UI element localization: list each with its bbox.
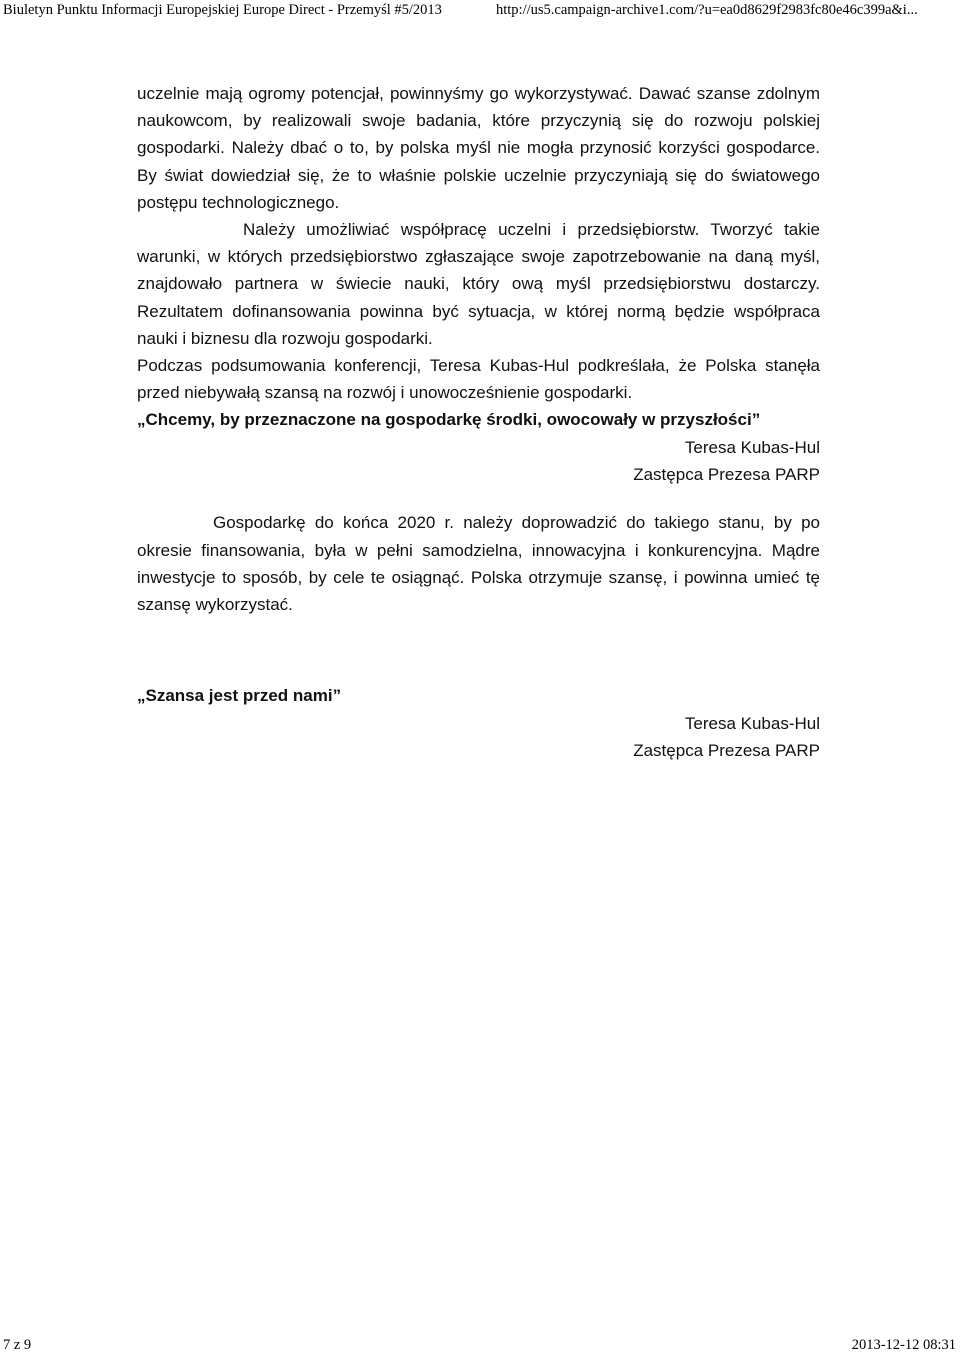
- print-header-title: Biuletyn Punktu Informacji Europejskiej Europe Direct - Przemyśl #5/2013: [3, 2, 442, 18]
- paragraph: uczelnie mają ogromy potencjał, powinnyśmy go wykorzystywać. Dawać szanse zdolnym naukowcom, by realizowali swoje badania, które przyczynią się do rozwoju polskiej gospodarki. Należy dbać o to, by polska myśl nie mogła przynosić korzyści gospodarce. By świat dowiedział się, że to właśnie polskie uczelnie przyczyniają się do światowego postępu technologicznego.: [137, 84, 820, 212]
- quote-author-role: Zastępca Prezesa PARP: [633, 465, 820, 485]
- pull-quote: „Chcemy, by przeznaczone na gospodarkę środki, owocowały w przyszłości”: [137, 410, 761, 430]
- spacer: [137, 618, 820, 682]
- pull-quote: „Szansa jest przed nami”: [137, 686, 342, 706]
- article-body: [137, 80, 820, 764]
- quote-author-role: Zastępca Prezesa PARP: [633, 741, 820, 761]
- print-datetime: 2013-12-12 08:31: [851, 1337, 956, 1353]
- quote-author: Teresa Kubas-Hul: [684, 714, 820, 734]
- print-header-url: http://us5.campaign-archive1.com/?u=ea0d8629f2983fc80e46c399a&i...: [496, 2, 918, 18]
- spacer: [137, 488, 820, 509]
- paragraph: Podczas podsumowania konferencji, Teresa Kubas-Hul podkreślała, że Polska stanęła przed niebywałą szansą na rozwój i unowocześnienie gospodarki.: [137, 356, 820, 403]
- page-number: 7 z 9: [3, 1337, 32, 1353]
- paragraph: Gospodarkę do końca 2020 r. należy doprowadzić do takiego stanu, by po okresie finansowania, była w pełni samodzielna, innowacyjna i konkurencyjna. Mądre inwestycje to sposób, by cele te osiągnąć. Polska otrzymuje szansę, i powinna umieć tę szansę wykorzystać.: [137, 513, 820, 615]
- quote-author: Teresa Kubas-Hul: [684, 438, 820, 458]
- paragraph: Należy umożliwiać współpracę uczelni i przedsiębiorstw. Tworzyć takie warunki, w których przedsiębiorstwo zgłaszające swoje zapotrzebowanie na daną myśl, znajdowało partnera w świecie nauki, który ową myśl przedsiębiorstwu dostarczy. Rezultatem dofinansowania powinna być sytuacja, w której normą będzie współpraca nauki i biznesu dla rozwoju gospodarki.: [137, 220, 820, 348]
- print-header: [0, 0, 960, 22]
- print-footer: [0, 1335, 960, 1355]
